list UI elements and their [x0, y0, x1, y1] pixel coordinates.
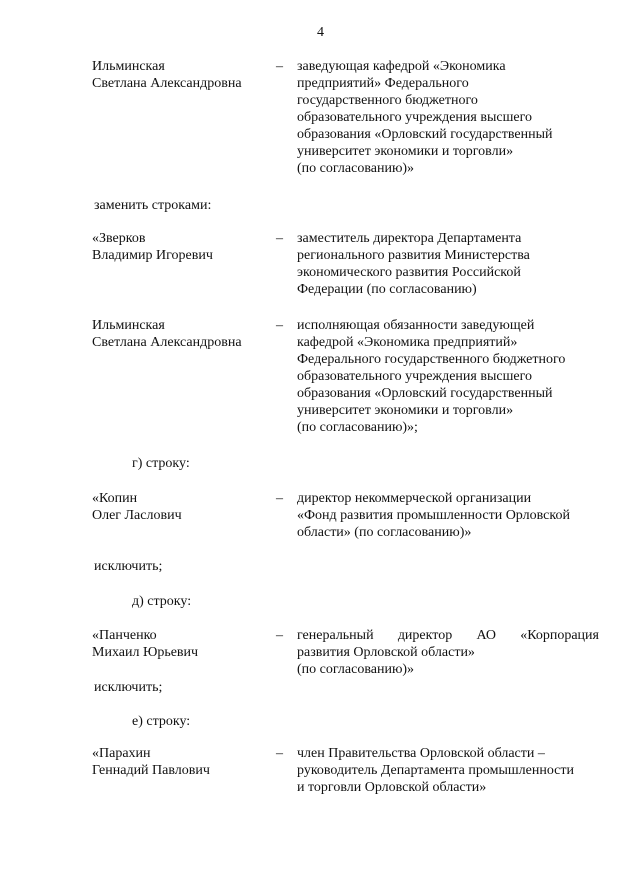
entry-name — [92, 745, 210, 779]
name-line: Михаил Юрьевич — [92, 645, 199, 660]
desc-line: области» (по согласованию)» — [297, 525, 472, 540]
page-number: 4 — [317, 25, 324, 40]
name-line: Олег Ласлович — [92, 508, 182, 523]
dash: – — [276, 491, 283, 506]
desc-line: предприятий» Федерального — [297, 76, 469, 91]
desc-line: (по согласованию)»; — [297, 420, 418, 435]
desc-line: кафедрой «Экономика предприятий» — [297, 335, 518, 350]
name-line: «Копин — [92, 491, 138, 506]
dash: – — [276, 59, 283, 74]
entry-name — [92, 627, 198, 661]
dash: – — [276, 318, 283, 333]
instruction-exclude: исключить; — [94, 680, 163, 695]
entry-description — [297, 58, 552, 177]
entry-name — [92, 317, 242, 351]
desc-line: регионального развития Министерства — [297, 248, 530, 263]
name-line: «Парахин — [92, 746, 151, 761]
desc-line: заведующая кафедрой «Экономика — [297, 59, 506, 74]
desc-line: заместитель директора Департамента — [297, 231, 522, 246]
desc-word: директор — [397, 628, 453, 643]
entry-description — [297, 627, 599, 678]
name-line: Светлана Александровна — [92, 335, 242, 350]
desc-line: (по согласованию)» — [297, 161, 415, 176]
instruction-exclude: исключить; — [94, 559, 163, 574]
desc-line-justified — [297, 627, 599, 644]
entry-name — [92, 58, 242, 92]
desc-line: руководитель Департамента промышленности — [297, 763, 574, 778]
desc-line: образовательного учреждения высшего — [297, 110, 532, 125]
desc-word: генеральный — [297, 628, 374, 643]
name-line: Светлана Александровна — [92, 76, 242, 91]
dash: – — [276, 231, 283, 246]
item-e: е) строку: — [132, 714, 191, 729]
desc-line: (по согласованию)» — [297, 662, 415, 677]
desc-line: Федерации (по согласованию) — [297, 282, 477, 297]
desc-line: государственного бюджетного — [297, 93, 478, 108]
dash: – — [276, 746, 283, 761]
desc-line: и торговли Орловской области» — [297, 780, 487, 795]
desc-line: образования «Орловский государственный — [297, 127, 553, 142]
name-line: «Панченко — [92, 628, 157, 643]
entry-description — [297, 317, 565, 436]
entry-name — [92, 230, 213, 264]
desc-line: член Правительства Орловской области – — [297, 746, 545, 761]
desc-line: образования «Орловский государственный — [297, 386, 553, 401]
desc-line: исполняющая обязанности заведующей — [297, 318, 535, 333]
name-line: Владимир Игоревич — [92, 248, 213, 263]
dash: – — [276, 628, 283, 643]
entry-description — [297, 230, 530, 298]
item-d: д) строку: — [132, 594, 192, 609]
name-line: Ильминская — [92, 59, 165, 74]
entry-description — [297, 490, 570, 541]
name-line: Геннадий Павлович — [92, 763, 210, 778]
instruction-replace: заменить строками: — [94, 198, 212, 213]
desc-line: университет экономики и торговли» — [297, 144, 514, 159]
name-line: «Зверков — [92, 231, 146, 246]
entry-name — [92, 490, 182, 524]
desc-line: университет экономики и торговли» — [297, 403, 514, 418]
desc-line: «Фонд развития промышленности Орловской — [297, 508, 570, 523]
entry-description — [297, 745, 574, 796]
desc-word: АО — [476, 628, 496, 643]
desc-line: экономического развития Российской — [297, 265, 521, 280]
name-line: Ильминская — [92, 318, 165, 333]
desc-line: развития Орловской области» — [297, 645, 475, 660]
desc-line: директор некоммерческой организации — [297, 491, 532, 506]
desc-word: «Корпорация — [520, 628, 599, 643]
desc-line: образовательного учреждения высшего — [297, 369, 532, 384]
desc-line: Федерального государственного бюджетного — [297, 352, 566, 367]
item-g: г) строку: — [132, 456, 190, 471]
